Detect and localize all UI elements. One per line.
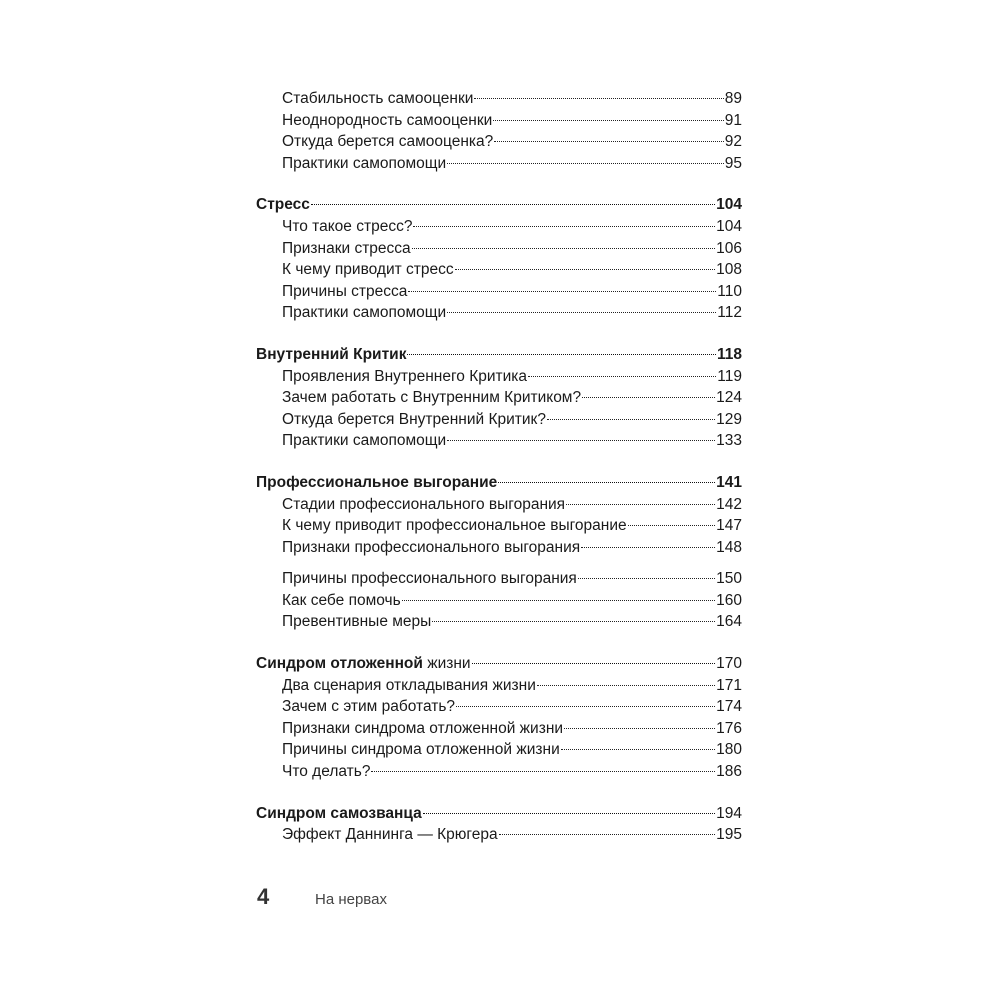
leader-dots bbox=[447, 440, 715, 441]
leader-dots bbox=[561, 749, 715, 750]
toc-entry-title: Проявления Внутреннего Критика bbox=[282, 367, 528, 385]
toc-entry-title: Откуда берется Внутренний Критик? bbox=[282, 410, 546, 428]
toc-entry bbox=[256, 568, 742, 590]
toc-entry-title: Неоднородность самооценки bbox=[282, 111, 493, 129]
toc-entry-title: Два сценария откладывания жизни bbox=[282, 676, 536, 694]
toc-entry bbox=[256, 718, 742, 740]
toc-entry-title: Практики самопомощи bbox=[282, 304, 447, 322]
chapter-page: 194 bbox=[716, 804, 742, 822]
toc-entry bbox=[256, 739, 742, 761]
leader-dots bbox=[407, 354, 716, 355]
toc-entry bbox=[256, 611, 742, 633]
toc-entry bbox=[256, 131, 742, 153]
toc-entry-title: Эффект Даннинга — Крюгера bbox=[282, 826, 498, 844]
toc-entry-page: 92 bbox=[724, 133, 742, 151]
toc-entry-title: Как себе помочь bbox=[282, 591, 401, 609]
toc-entry-page: 176 bbox=[716, 719, 742, 737]
leader-dots bbox=[499, 834, 716, 835]
leader-dots bbox=[474, 98, 723, 99]
leader-dots bbox=[493, 120, 723, 121]
chapter-title: Стресс bbox=[256, 196, 310, 214]
toc-chapter-impostor bbox=[256, 803, 742, 825]
toc-entry-page: 110 bbox=[717, 282, 742, 300]
chapter-title: Синдром самозванца bbox=[256, 804, 422, 822]
toc-entry-title: Причины профессионального выгорания bbox=[282, 570, 577, 588]
toc-entry bbox=[256, 675, 742, 697]
toc-chapter-postponed-life bbox=[256, 653, 742, 675]
leader-dots bbox=[578, 578, 715, 579]
toc-entry-title: Превентивные меры bbox=[282, 613, 432, 631]
toc-entry-page: 164 bbox=[716, 613, 742, 631]
toc-entry-page: 148 bbox=[716, 538, 742, 556]
toc-entry bbox=[256, 238, 742, 260]
toc-entry-title: К чему приводит профессиональное выгорание bbox=[282, 517, 627, 535]
leader-dots bbox=[412, 248, 715, 249]
page-footer bbox=[257, 884, 557, 910]
leader-dots bbox=[547, 419, 715, 420]
leader-dots bbox=[456, 706, 715, 707]
toc-entry-title: Практики самопомощи bbox=[282, 154, 447, 172]
toc-entry bbox=[256, 761, 742, 783]
toc-entry-title: Зачем работать с Внутренним Критиком? bbox=[282, 389, 582, 407]
leader-dots bbox=[498, 482, 715, 483]
leader-dots bbox=[581, 547, 715, 548]
toc-entry bbox=[256, 366, 742, 388]
toc-entry-title: Практики самопомощи bbox=[282, 432, 447, 450]
toc-chapter-stress bbox=[256, 194, 742, 216]
toc-entry-page: 95 bbox=[724, 154, 742, 172]
toc-entry bbox=[256, 824, 742, 846]
toc-entry-title: Причины стресса bbox=[282, 282, 408, 300]
toc-chapter-burnout bbox=[256, 472, 742, 494]
toc-entry-title: К чему приводит стресс bbox=[282, 261, 454, 279]
toc-entry-title: Признаки стресса bbox=[282, 239, 411, 257]
leader-dots bbox=[628, 525, 716, 526]
toc-chapter-critic bbox=[256, 344, 742, 366]
chapter-page: 170 bbox=[716, 655, 742, 673]
toc-entry bbox=[256, 281, 742, 303]
toc-entry bbox=[256, 153, 742, 175]
leader-dots bbox=[566, 504, 715, 505]
toc-entry-page: 129 bbox=[716, 410, 742, 428]
toc-entry bbox=[256, 259, 742, 281]
toc-entry bbox=[256, 494, 742, 516]
toc-entry bbox=[256, 430, 742, 452]
toc-entry-page: 133 bbox=[716, 432, 742, 450]
leader-dots bbox=[494, 141, 723, 142]
toc-entry-page: 171 bbox=[716, 676, 742, 694]
toc-entry-title: Что делать? bbox=[282, 763, 371, 781]
toc-entry-page: 195 bbox=[716, 826, 742, 844]
leader-dots bbox=[408, 291, 716, 292]
toc-entry bbox=[256, 302, 742, 324]
leader-dots bbox=[432, 621, 715, 622]
toc-entry bbox=[256, 216, 742, 238]
running-title: На нервах bbox=[315, 891, 387, 908]
toc-entry-page: 108 bbox=[716, 261, 742, 279]
toc-entry-page: 180 bbox=[716, 741, 742, 759]
chapter-title-bold: Синдром отложенной bbox=[256, 655, 423, 673]
leader-dots bbox=[413, 226, 715, 227]
chapter-title: Внутренний Критик bbox=[256, 345, 407, 363]
leader-dots bbox=[423, 813, 715, 814]
toc-entry-title: Признаки синдрома отложенной жизни bbox=[282, 719, 564, 737]
chapter-page: 141 bbox=[716, 473, 742, 491]
leader-dots bbox=[455, 269, 715, 270]
toc-entry-page: 124 bbox=[716, 389, 742, 407]
toc-entry-title: Признаки профессионального выгорания bbox=[282, 538, 581, 556]
toc-entry-page: 91 bbox=[724, 111, 742, 129]
leader-dots bbox=[371, 771, 715, 772]
toc-entry-page: 150 bbox=[716, 570, 742, 588]
toc-entry bbox=[256, 387, 742, 409]
toc-entry bbox=[256, 515, 742, 537]
chapter-title-rest: жизни bbox=[422, 655, 471, 673]
toc-entry-page: 147 bbox=[716, 517, 742, 535]
toc-entry-title: Что такое стресс? bbox=[282, 217, 413, 235]
leader-dots bbox=[537, 685, 715, 686]
toc-entry-title: Стадии профессионального выгорания bbox=[282, 495, 566, 513]
chapter-page: 118 bbox=[716, 345, 742, 363]
leader-dots bbox=[582, 397, 715, 398]
page-number: 4 bbox=[257, 884, 270, 909]
toc-entry-title: Причины синдрома отложенной жизни bbox=[282, 741, 560, 759]
toc-entry-page: 104 bbox=[716, 217, 742, 235]
toc-entry-page: 160 bbox=[716, 591, 742, 609]
toc-entry-title: Откуда берется самооценка? bbox=[282, 133, 494, 151]
toc-entry-page: 89 bbox=[724, 90, 742, 107]
leader-dots bbox=[447, 312, 716, 313]
toc-entry-page: 106 bbox=[716, 239, 742, 257]
chapter-page: 104 bbox=[716, 196, 742, 214]
toc-entry bbox=[256, 537, 742, 559]
leader-dots bbox=[528, 376, 716, 377]
leader-dots bbox=[472, 663, 716, 664]
toc-entry bbox=[256, 110, 742, 132]
table-of-contents bbox=[256, 88, 742, 846]
chapter-title: Профессиональное выгорание bbox=[256, 473, 498, 491]
leader-dots bbox=[402, 600, 715, 601]
toc-entry-page: 186 bbox=[716, 763, 742, 781]
toc-entry bbox=[256, 590, 742, 612]
toc-entry-title: Зачем с этим работать? bbox=[282, 698, 456, 716]
toc-entry-page: 112 bbox=[717, 304, 742, 322]
toc-entry bbox=[256, 409, 742, 431]
leader-dots bbox=[447, 163, 724, 164]
chapter-title bbox=[256, 653, 471, 675]
leader-dots bbox=[564, 728, 715, 729]
toc-entry-page: 174 bbox=[716, 698, 742, 716]
toc-entry-page: 142 bbox=[716, 495, 742, 513]
toc-entry bbox=[256, 696, 742, 718]
toc-entry-title: Стабильность самооценки bbox=[282, 90, 474, 107]
toc-entry-page: 119 bbox=[717, 367, 742, 385]
toc-entry bbox=[256, 88, 742, 110]
leader-dots bbox=[311, 204, 715, 205]
